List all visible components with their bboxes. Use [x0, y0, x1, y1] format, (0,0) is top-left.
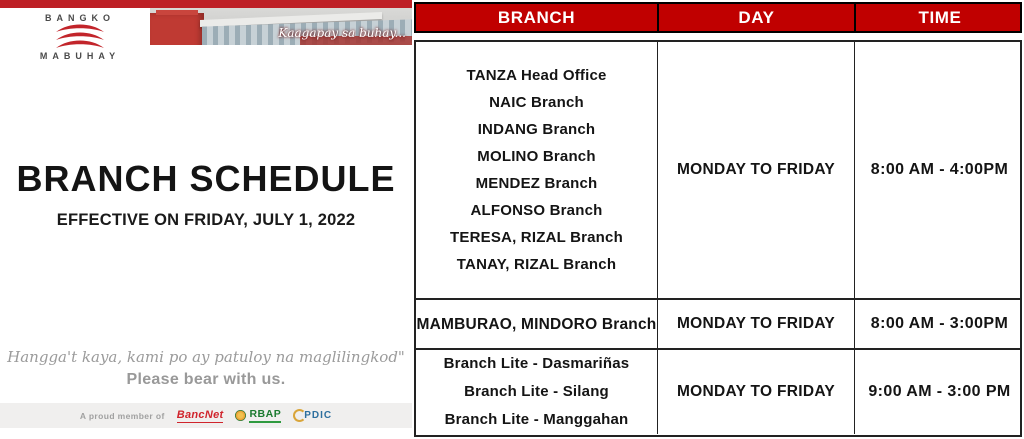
wave-logo-icon: [53, 24, 107, 50]
branch-list-cell: [416, 350, 657, 434]
quote-line-1: Hangga't kaya, kami po ay patuloy na maglilingkod": [7, 348, 405, 366]
bangko-mabuhay-logo: [16, 13, 144, 61]
effective-date: EFFECTIVE ON FRIDAY, JULY 1, 2022: [56, 211, 356, 229]
branch-name: INDANG Branch: [477, 121, 596, 138]
logo-word-bangko: BANGKO: [45, 13, 115, 23]
branch-name: TANAY, RIZAL Branch: [456, 256, 617, 273]
pdic-logo: [293, 409, 332, 422]
page-title: BRANCH SCHEDULE: [16, 158, 396, 199]
time-cell: [854, 350, 1024, 434]
building-tower-cap: [156, 10, 198, 15]
branch-name: MENDEZ Branch: [475, 175, 598, 192]
branch-name: Branch Lite - Manggahan: [444, 411, 629, 428]
rbap-logo-text: RBAP: [249, 408, 281, 423]
day-cell: [657, 300, 854, 348]
rbap-seal-icon: [235, 410, 246, 421]
time-cell: [854, 300, 1024, 348]
schedule-table-header: [414, 2, 1022, 33]
day-value: MONDAY TO FRIDAY: [676, 161, 836, 178]
table-row: [416, 298, 1020, 348]
day-value: MONDAY TO FRIDAY: [676, 315, 836, 332]
quote-line-2: Please bear with us.: [126, 371, 286, 388]
bancnet-logo: BancNet: [176, 408, 224, 421]
schedule-table-body: [414, 40, 1022, 437]
photo-tagline: Kaagapay sa buhay...: [278, 26, 406, 40]
header-branch: BRANCH: [497, 7, 576, 27]
branch-list-cell: [416, 300, 657, 348]
branch-name: MAMBURAO, MINDORO Branch: [416, 315, 657, 333]
branch-name: TERESA, RIZAL Branch: [450, 229, 623, 246]
branch-name: NAIC Branch: [489, 94, 584, 111]
building-tower: [150, 13, 204, 45]
branch-name: TANZA Head Office: [466, 67, 607, 84]
rbap-logo: [235, 408, 281, 423]
branch-name: MOLINO Branch: [477, 148, 596, 165]
membership-label: A proud member of: [79, 410, 165, 421]
header-day: DAY: [657, 4, 854, 31]
table-row: [416, 348, 1020, 431]
branch-name: Branch Lite - Silang: [464, 383, 609, 400]
branch-list-cell: [416, 42, 657, 298]
branch-name: ALFONSO Branch: [470, 202, 603, 219]
table-row: [416, 42, 1020, 298]
membership-strip: [0, 403, 412, 428]
day-cell: [657, 350, 854, 434]
logo-word-mabuhay: MABUHAY: [39, 51, 121, 61]
left-panel: [0, 0, 412, 439]
time-value: 9:00 AM - 3:00 PM: [868, 383, 1011, 400]
day-value: MONDAY TO FRIDAY: [676, 383, 836, 400]
day-cell: [657, 42, 854, 298]
top-red-bar: [0, 0, 412, 8]
branch-name: Branch Lite - Dasmariñas: [443, 355, 630, 372]
time-cell: [854, 42, 1024, 298]
time-value: 8:00 AM - 3:00PM: [870, 315, 1009, 332]
header-time: TIME: [854, 4, 1024, 31]
pdic-logo-text: PDIC: [304, 410, 333, 421]
time-value: 8:00 AM - 4:00PM: [870, 161, 1009, 178]
branch-building-photo: [150, 8, 412, 45]
